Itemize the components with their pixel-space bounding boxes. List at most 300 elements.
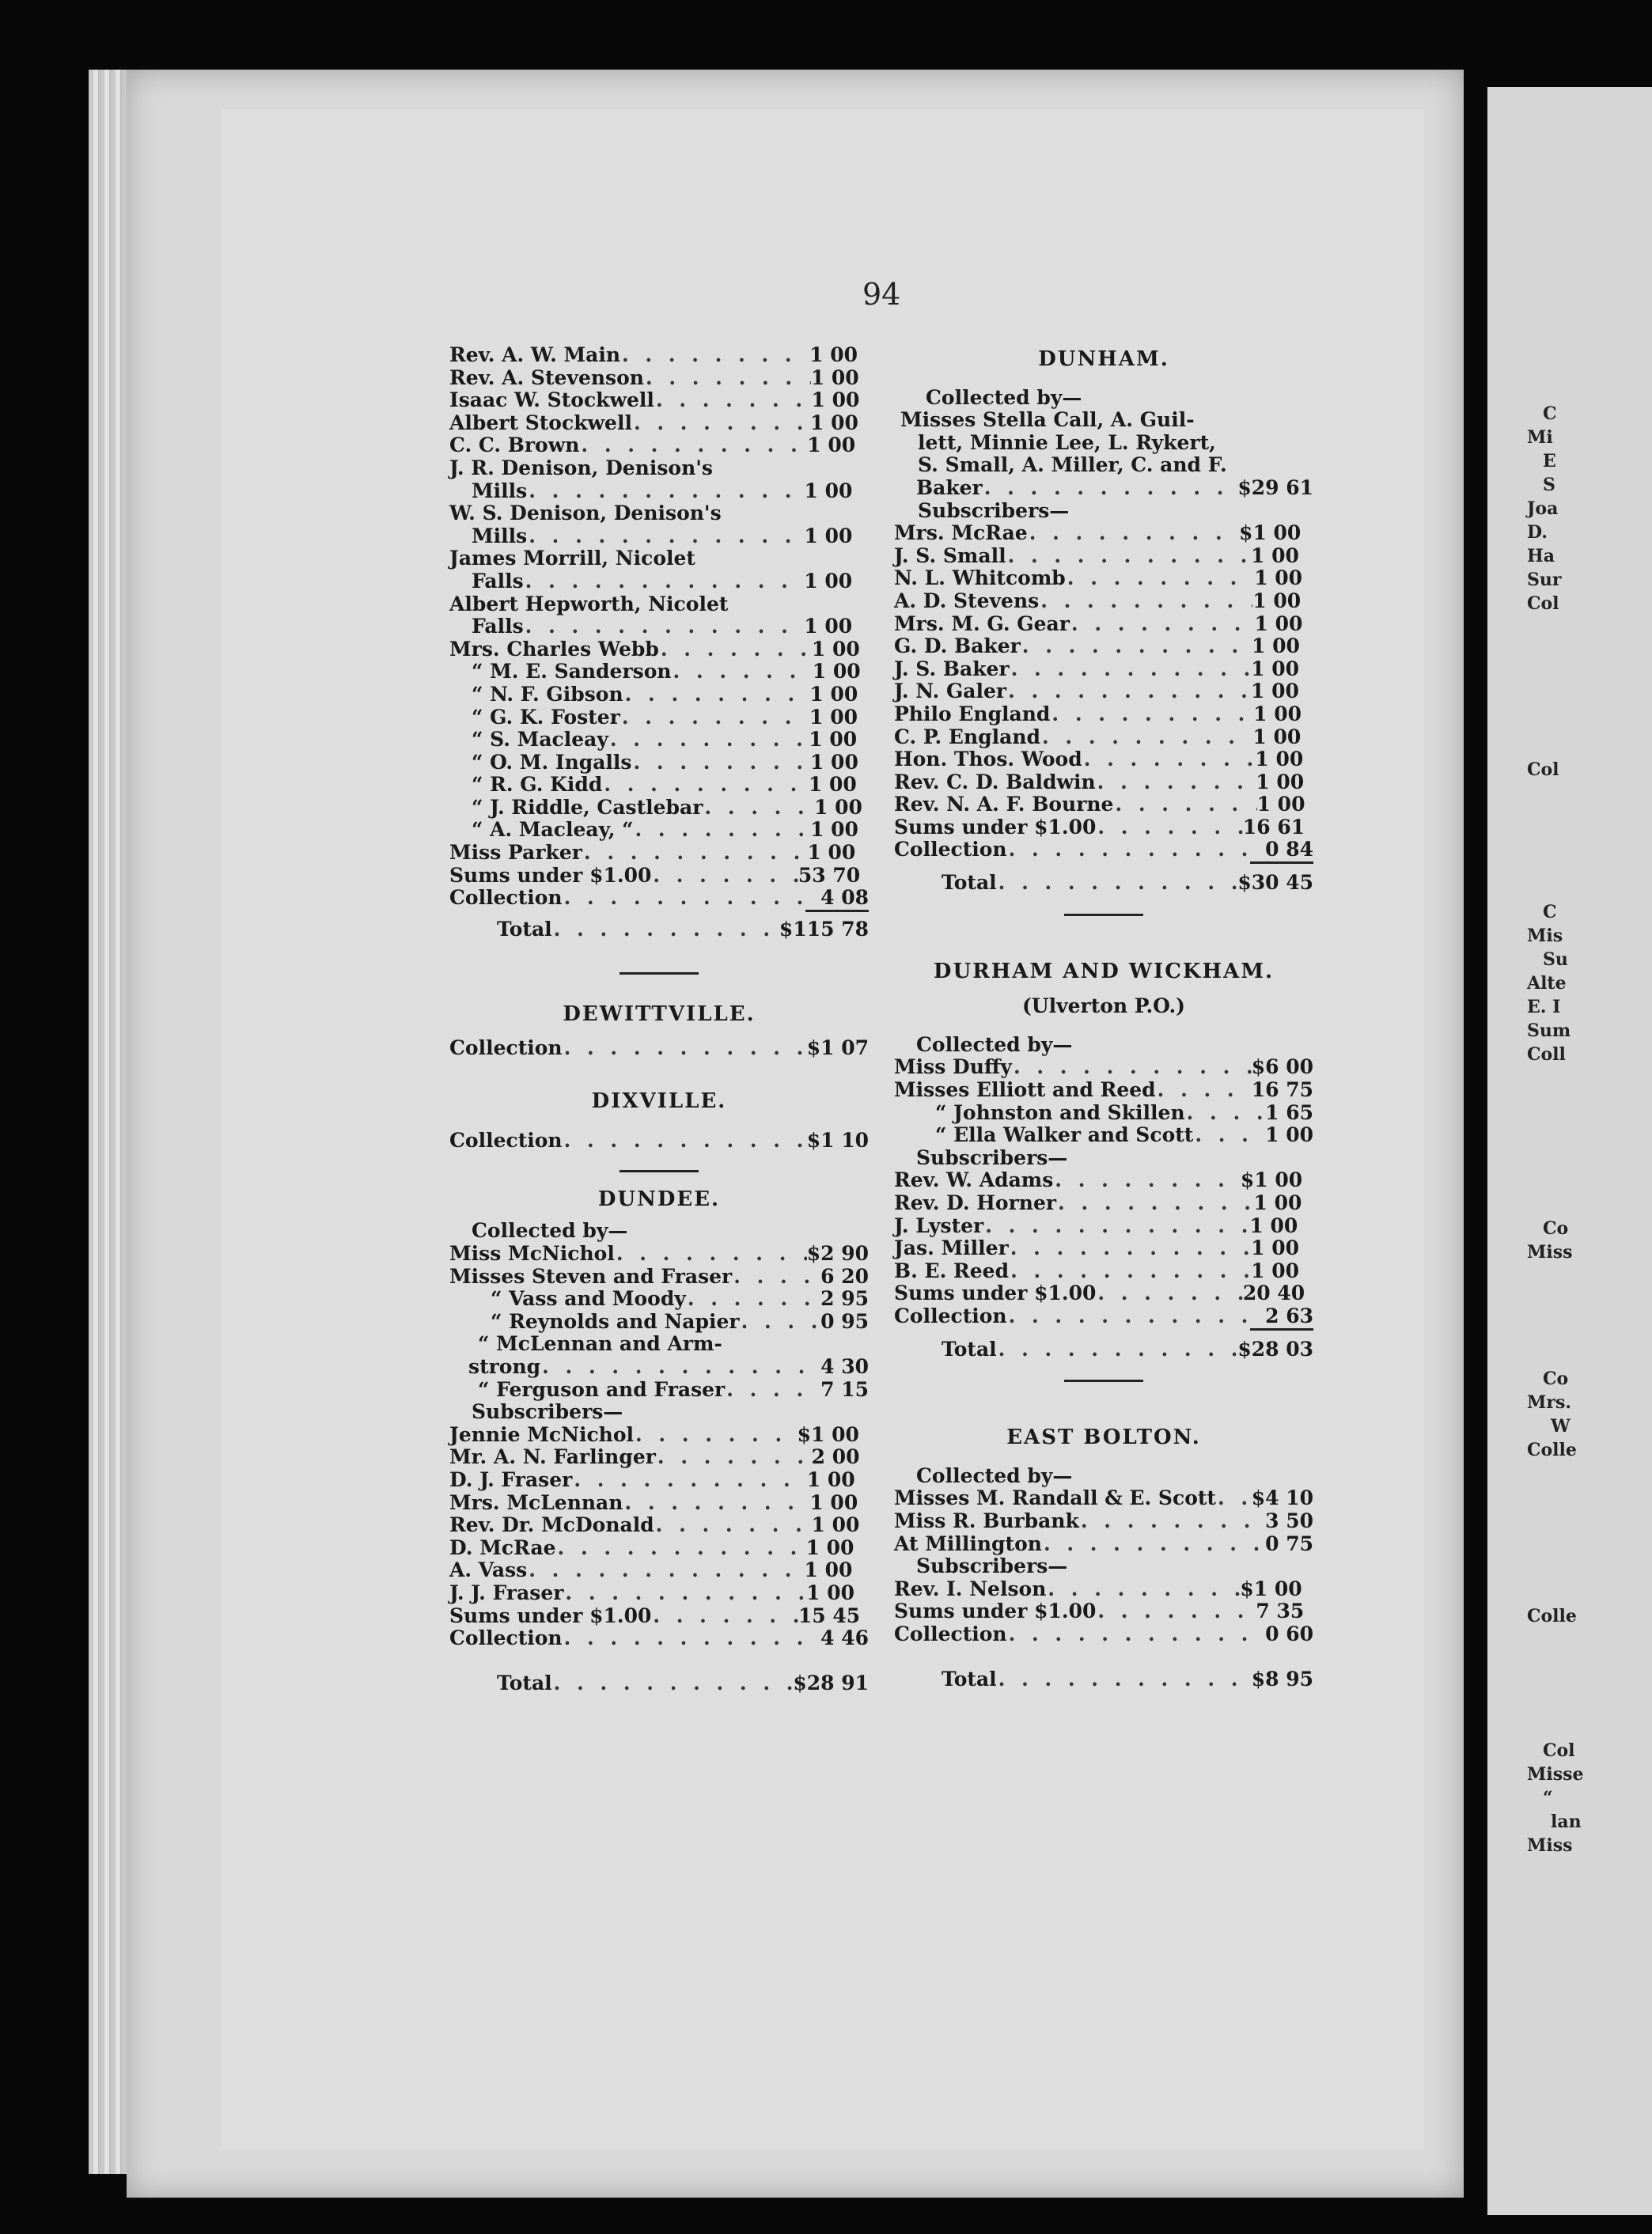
amount: 16 75 <box>1251 1078 1313 1102</box>
spacer <box>894 1018 1313 1034</box>
entry-name: N. L. Whitcomb <box>894 566 1066 590</box>
entry-name: Rev. C. D. Baldwin <box>894 770 1096 793</box>
amount: $28 91 <box>793 1671 869 1694</box>
spacer <box>894 1382 1313 1426</box>
leader-dots <box>703 797 814 820</box>
spacer <box>449 1060 869 1090</box>
leader-dots <box>654 1514 812 1537</box>
ledger-row <box>449 1492 869 1515</box>
amount: 1 00 <box>811 1513 860 1537</box>
facing-page-text: Misse <box>1527 1764 1584 1785</box>
entry-name: B. E. Reed <box>894 1259 1010 1282</box>
entry-name: Total <box>497 1671 552 1694</box>
amount: $1 00 <box>1240 1577 1302 1600</box>
ledger-row <box>449 661 869 683</box>
entry-name: Rev. N. A. F. Bourne <box>894 793 1114 816</box>
amount: $6 00 <box>1251 1055 1313 1079</box>
entry-name: Misses Elliott and Reed <box>894 1078 1156 1102</box>
subscribers-label: Subscribers— <box>918 498 1070 522</box>
wrapped-entry-row <box>449 570 869 593</box>
leader-dots <box>1009 1260 1251 1283</box>
ledger-row <box>449 797 869 820</box>
facing-page-text: Co <box>1543 1369 1569 1389</box>
amount: 1 00 <box>1256 770 1305 793</box>
leader-dots <box>579 434 807 457</box>
entry-name: A. D. Stevens <box>894 589 1040 612</box>
amount: 1 00 <box>811 637 860 661</box>
ledger-row <box>894 522 1313 545</box>
amount: 1 00 <box>808 773 857 797</box>
leader-dots <box>997 1339 1238 1361</box>
leader-dots <box>1066 567 1254 590</box>
leader-dots <box>1096 1282 1243 1305</box>
leader-dots <box>1050 703 1253 726</box>
leader-dots <box>1113 793 1256 816</box>
ledger-row <box>894 1102 1313 1125</box>
amount: 1 00 <box>1252 725 1302 748</box>
amount: 1 00 <box>812 660 861 683</box>
amount: 0 84 <box>1265 838 1313 861</box>
ledger-row <box>449 638 869 661</box>
amount: 53 70 <box>798 863 861 887</box>
amount: 1 00 <box>1253 702 1302 725</box>
amount: 1 00 <box>809 411 858 434</box>
collector-line: S. Small, A. Miller, C. and F. <box>918 453 1227 477</box>
leader-dots <box>983 477 1238 500</box>
collection-row <box>449 887 869 910</box>
entry-name: “ O. M. Ingalls <box>472 750 632 774</box>
facing-page-text: Colle <box>1527 1606 1577 1626</box>
amount: $4 10 <box>1251 1486 1313 1510</box>
ledger-row <box>894 1124 1313 1147</box>
entry-name: Mills <box>472 479 528 502</box>
entry-name: Jas. Miller <box>894 1236 1009 1260</box>
collection-row <box>894 839 1313 861</box>
ledger-row <box>449 1424 869 1447</box>
leader-dots <box>997 1668 1252 1691</box>
amount: 1 00 <box>807 434 856 457</box>
entry-name: Falls <box>472 569 524 593</box>
ledger-row <box>449 752 869 774</box>
ledger-row <box>449 865 869 888</box>
leader-dots <box>634 819 811 842</box>
wrapped-entry-line: J. R. Denison, Denison's <box>449 456 713 479</box>
entry-name: D. McRae <box>449 1535 556 1559</box>
amount: $115 78 <box>779 917 869 941</box>
wrapped-entry-row <box>449 615 869 638</box>
ledger-row <box>449 434 869 457</box>
entry-name: “ J. Riddle, Castlebar <box>472 795 703 819</box>
spacer <box>449 1650 869 1672</box>
entry-name: Rev. A. W. Main <box>449 343 621 366</box>
leader-dots <box>632 412 810 435</box>
leader-dots <box>651 865 798 888</box>
leader-dots <box>1053 1169 1241 1192</box>
leader-dots <box>1006 545 1251 568</box>
entry-name: Collection <box>449 1129 563 1153</box>
facing-page-text: lan <box>1551 1812 1582 1832</box>
facing-page-text: Coll <box>1527 1044 1566 1065</box>
ledger-row <box>449 412 869 435</box>
collector-line: lett, Minnie Lee, L. Rykert, <box>918 430 1216 454</box>
leader-dots <box>1040 726 1252 749</box>
amount: 1 00 <box>1251 1259 1300 1282</box>
facing-page-text: Mrs. <box>1527 1392 1571 1413</box>
wrapped-entry-line: “ McLennan and Arm- <box>478 1332 722 1356</box>
amount: 1 00 <box>804 615 853 638</box>
leader-dots <box>572 1469 806 1492</box>
facing-page-text: Colle <box>1527 1440 1577 1460</box>
facing-page-text: Mi <box>1527 427 1553 448</box>
leader-dots <box>1028 522 1239 545</box>
amount: 1 00 <box>809 728 858 752</box>
amount: 3 50 <box>1265 1509 1313 1532</box>
spacer <box>894 983 1313 995</box>
leader-dots <box>1009 1237 1251 1260</box>
ledger-row <box>894 567 1313 590</box>
total-row <box>894 872 1313 895</box>
amount: 1 00 <box>804 1558 853 1582</box>
leader-dots <box>1193 1124 1265 1147</box>
collected-by-label: Collected by— <box>916 1032 1073 1056</box>
leader-dots <box>552 1672 794 1695</box>
leader-dots <box>527 480 804 503</box>
entry-name: Falls <box>472 615 524 638</box>
ledger-row <box>894 1533 1313 1556</box>
entry-name: Rev. W. Adams <box>894 1168 1054 1192</box>
entry-name: Miss Duffy <box>894 1055 1012 1079</box>
amount: 4 46 <box>820 1626 869 1650</box>
amount: 1 00 <box>1252 589 1302 612</box>
ledger-row <box>894 658 1313 681</box>
entry-name: Misses M. Randall & E. Scott <box>894 1486 1216 1510</box>
ledger-row <box>894 1056 1313 1079</box>
facing-page-text: Sum <box>1527 1020 1571 1041</box>
leader-dots <box>540 1356 820 1379</box>
ledger-row <box>894 703 1313 726</box>
leader-dots <box>524 570 805 593</box>
leader-dots <box>654 389 812 412</box>
spacer <box>449 975 869 1003</box>
page-number: 94 <box>862 277 901 312</box>
amount: $1 00 <box>797 1422 859 1446</box>
ledger-row <box>894 613 1313 636</box>
section-title-dixville: DIXVILLE. <box>591 1089 727 1113</box>
ledger-row <box>449 1379 869 1402</box>
ledger-row <box>449 1469 869 1492</box>
entry-name: Sums under $1.00 <box>894 1282 1097 1305</box>
spacer <box>894 916 1313 960</box>
spacer <box>449 1153 869 1170</box>
entry-name: Collection <box>449 886 563 910</box>
amount: 20 40 <box>1242 1282 1305 1305</box>
leader-dots <box>1007 1623 1266 1646</box>
entry-name: Collection <box>449 1626 563 1650</box>
section-subtitle: (Ulverton P.O.) <box>1021 994 1186 1018</box>
entry-name: Albert Stockwell <box>449 411 632 434</box>
amount: 0 95 <box>820 1309 869 1333</box>
entry-name: Misses Steven and Fraser <box>449 1264 733 1288</box>
wrapped-entry-line: James Morrill, Nicolet <box>449 547 695 570</box>
amount: $1 00 <box>1239 521 1302 545</box>
amount: $1 00 <box>1240 1168 1303 1192</box>
entry-name: “ M. E. Sanderson <box>472 660 672 683</box>
facing-page-text: Col <box>1543 1740 1575 1761</box>
amount: 4 08 <box>820 886 869 910</box>
leader-dots <box>632 752 810 774</box>
spacer <box>894 1361 1313 1380</box>
ledger-row <box>449 819 869 842</box>
facing-page-text: E. I <box>1527 997 1561 1017</box>
amount: 0 60 <box>1265 1622 1313 1645</box>
amount: 1 00 <box>809 705 858 729</box>
entry-name: Miss McNichol <box>449 1242 615 1265</box>
leader-dots <box>1156 1079 1252 1102</box>
amount: 1 00 <box>804 569 853 593</box>
entry-name: Collection <box>894 1304 1007 1327</box>
ledger-row <box>894 1079 1313 1102</box>
leader-dots <box>1096 771 1256 794</box>
leader-dots <box>527 1559 804 1582</box>
amount: 1 00 <box>809 1490 858 1514</box>
facing-page-text: E <box>1543 451 1556 471</box>
ledger-row <box>894 816 1313 839</box>
facing-page-fragment <box>1487 87 1652 2215</box>
ledger-row <box>449 344 869 367</box>
right-column <box>894 348 1313 1691</box>
ledger-row <box>894 1282 1313 1305</box>
ledger-row <box>449 1537 869 1560</box>
entry-name: Rev. A. Stevenson <box>449 365 644 389</box>
facing-page-text: Col <box>1527 593 1559 614</box>
collection-row <box>894 1305 1313 1328</box>
ledger-row <box>894 771 1313 794</box>
amount: 4 30 <box>820 1354 869 1378</box>
leader-dots <box>623 683 810 706</box>
spacer <box>894 1646 1313 1668</box>
collector-row <box>894 477 1313 500</box>
entry-name: J. J. Fraser <box>449 1581 564 1604</box>
leader-dots <box>997 872 1238 895</box>
ledger-row <box>894 1192 1313 1215</box>
entry-name: J. S. Small <box>894 543 1006 567</box>
ledger-row <box>449 1605 869 1628</box>
leader-dots <box>615 1243 807 1266</box>
entry-name: Collection <box>449 1036 563 1060</box>
facing-page-text: W <box>1551 1416 1571 1437</box>
entry-name: “ S. Macleay <box>472 728 608 752</box>
entry-name: D. J. Fraser <box>449 1467 573 1491</box>
ledger-row <box>449 1514 869 1537</box>
ledger-row <box>449 729 869 752</box>
wrapped-entry-row <box>449 480 869 503</box>
entry-name: “ Johnston and Skillen <box>935 1100 1185 1124</box>
leader-dots <box>1070 613 1255 636</box>
ledger-row <box>449 706 869 729</box>
facing-page-text: C <box>1543 403 1557 424</box>
ledger-row <box>894 635 1313 658</box>
entry-name: Isaac W. Stockwell <box>449 388 654 412</box>
amount: 1 00 <box>811 388 860 412</box>
entry-name: J. N. Galer <box>894 680 1007 703</box>
ledger-row <box>449 367 869 390</box>
entry-name: Miss R. Burbank <box>894 1509 1079 1532</box>
facing-page-text: Sur <box>1527 570 1562 590</box>
facing-page-text: D. <box>1527 522 1548 543</box>
leader-dots <box>732 1266 820 1289</box>
spacer <box>449 941 869 972</box>
entry-name: Mrs. McLennan <box>449 1490 623 1514</box>
entry-name: Baker <box>916 475 983 499</box>
amount: 1 00 <box>810 365 859 389</box>
section-title-dundee: DUNDEE. <box>597 1187 721 1211</box>
amount: 1 00 <box>804 524 853 547</box>
leader-dots <box>1021 635 1252 658</box>
total-row <box>449 1672 869 1695</box>
entry-name: Mrs. Charles Webb <box>449 637 659 661</box>
section-title-east-bolton: EAST BOLTON. <box>1006 1426 1201 1450</box>
spacer <box>449 1112 869 1130</box>
leader-dots <box>563 1130 807 1153</box>
ledger-row <box>449 1311 869 1334</box>
entry-name: Miss Parker <box>449 841 582 865</box>
facing-page-text: Co <box>1543 1218 1569 1239</box>
leader-dots <box>524 615 805 638</box>
ledger-row <box>894 726 1313 749</box>
leader-dots <box>1046 1578 1240 1601</box>
leader-dots <box>563 1582 806 1605</box>
facing-page-text: Su <box>1543 949 1568 970</box>
amount: 6 20 <box>820 1264 869 1288</box>
collector-line: Misses Stella Call, A. Guil- <box>900 408 1195 432</box>
leader-dots <box>620 344 809 367</box>
ledger-row <box>449 389 869 412</box>
amount: 1 00 <box>1253 1191 1302 1214</box>
amount: 1 00 <box>1255 748 1304 771</box>
entry-name: Mrs. M. G. Gear <box>894 612 1070 635</box>
collected-by-label: Collected by— <box>472 1219 628 1243</box>
leader-dots <box>983 1215 1249 1238</box>
entry-name: Mills <box>472 524 528 547</box>
entry-name: strong <box>468 1354 541 1378</box>
leader-dots <box>1185 1102 1265 1125</box>
ledger-row <box>894 680 1313 703</box>
subscribers-label: Subscribers— <box>472 1400 623 1424</box>
amount: 1 00 <box>810 818 858 842</box>
leader-dots <box>620 706 809 729</box>
ledger-row <box>449 1288 869 1311</box>
entry-name: Mr. A. N. Farlinger <box>449 1445 656 1469</box>
entry-name: “ Ferguson and Fraser <box>478 1377 726 1401</box>
spacer <box>894 371 1313 387</box>
leader-dots <box>672 661 813 683</box>
spacer <box>894 895 1313 914</box>
ledger-row <box>894 545 1313 568</box>
entry-name: A. Vass <box>449 1558 528 1582</box>
amount: 0 75 <box>1265 1532 1313 1555</box>
amount: 1 00 <box>1251 634 1300 658</box>
wrapped-entry-line: W. S. Denison, Denison's <box>449 502 722 525</box>
spacer <box>894 1449 1313 1465</box>
leader-dots <box>1007 1305 1266 1328</box>
leader-dots <box>634 1424 798 1447</box>
leader-dots <box>1007 839 1266 861</box>
amount: 1 00 <box>1251 657 1300 680</box>
left-column <box>449 344 869 1694</box>
leader-dots <box>623 1492 809 1515</box>
subscribers-label: Subscribers— <box>916 1554 1068 1578</box>
leader-dots <box>563 1037 807 1060</box>
wrapped-entry-row <box>449 525 869 548</box>
leader-dots <box>582 842 808 865</box>
amount: 1 00 <box>1249 1214 1298 1237</box>
amount: 1 00 <box>1251 1236 1300 1260</box>
ledger-row <box>894 748 1313 771</box>
facing-page-text: Miss <box>1527 1242 1573 1263</box>
collected-by-label: Collected by— <box>916 1463 1073 1487</box>
leader-dots <box>1010 658 1252 681</box>
entry-name: C. P. England <box>894 725 1040 748</box>
amount: 1 00 <box>1250 680 1299 703</box>
leader-dots <box>1082 748 1256 771</box>
leader-dots <box>1216 1487 1252 1510</box>
entry-name: J. S. Baker <box>894 657 1010 680</box>
entry-name: “ Reynolds and Napier <box>491 1309 740 1333</box>
collection-row <box>894 1623 1313 1646</box>
entry-name: C. C. Brown <box>449 434 580 457</box>
ledger-row <box>894 1260 1313 1283</box>
entry-name: “ G. K. Foster <box>472 705 620 729</box>
ledger-row <box>894 590 1313 613</box>
section-title-dunham: DUNHAM. <box>1038 347 1169 371</box>
ledger-row <box>449 1559 869 1582</box>
entry-name: G. D. Baker <box>894 634 1021 658</box>
entry-name: Rev. D. Horner <box>894 1191 1057 1214</box>
leader-dots <box>563 887 821 910</box>
ledger-row <box>449 1582 869 1605</box>
ledger-row <box>894 1487 1313 1510</box>
facing-page-text: Alte <box>1527 973 1567 994</box>
collection-row <box>449 1037 869 1060</box>
entry-name: Collection <box>894 838 1007 861</box>
amount: 2 00 <box>811 1445 860 1469</box>
leader-dots <box>1079 1510 1265 1533</box>
leader-dots <box>552 918 779 941</box>
amount: 15 45 <box>798 1604 861 1627</box>
total-row <box>449 918 869 941</box>
entry-name: “ Ella Walker and Scott <box>935 1123 1194 1147</box>
entry-name: “ N. F. Gibson <box>472 682 623 706</box>
amount: $2 90 <box>806 1242 869 1265</box>
spacer <box>449 1026 869 1037</box>
amount: 1 00 <box>809 343 858 366</box>
entry-name: Rev. I. Nelson <box>894 1577 1047 1600</box>
entry-name: Philo England <box>894 702 1051 725</box>
entry-name: “ Vass and Moody <box>491 1287 686 1311</box>
leader-dots <box>659 638 812 661</box>
amount: 1 00 <box>1265 1123 1313 1147</box>
amount: $29 61 <box>1237 475 1313 499</box>
entry-name: Sums under $1.00 <box>449 1604 652 1627</box>
entry-name: Mrs. McRae <box>894 521 1028 545</box>
leader-dots <box>1096 1600 1256 1623</box>
leader-dots <box>602 774 809 797</box>
ledger-row <box>894 1215 1313 1238</box>
amount: $28 03 <box>1237 1337 1313 1361</box>
entry-name: Total <box>942 1667 997 1691</box>
leader-dots <box>563 1627 821 1650</box>
ledger-row <box>894 1578 1313 1601</box>
